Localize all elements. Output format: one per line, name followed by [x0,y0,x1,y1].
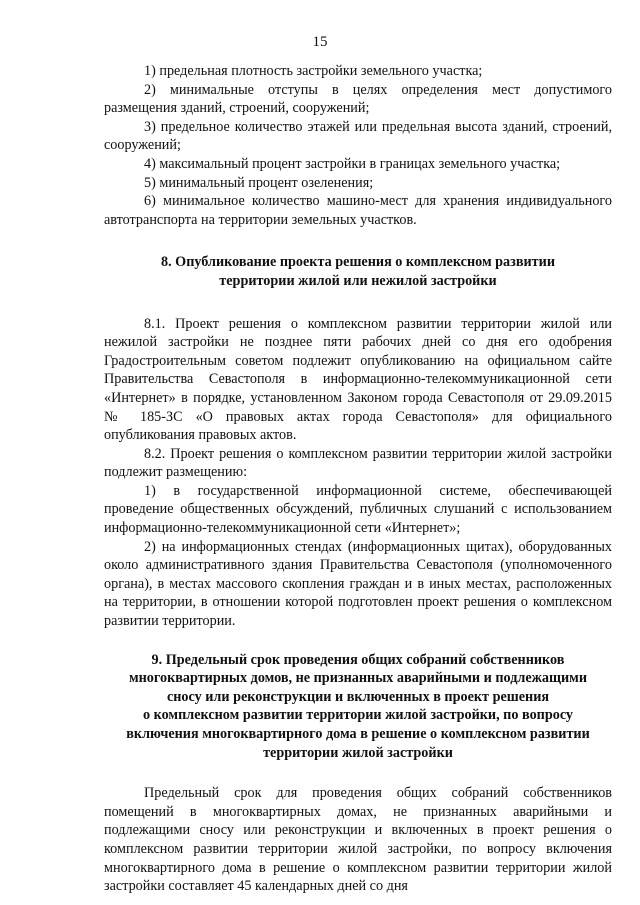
paragraph-8-2-item-1: 1) в государственной информационной системе, обеспечивающей проведение общественных обсуждений, публичных слушаний с использованием информационно-телекоммуникационной сети «Интернет»; [104,482,612,537]
section-9-heading [104,651,612,763]
paragraph-9: Предельный срок для проведения общих собраний собственников помещений в многоквартирных домах, не признанных аварийными и подлежащими сносу или реконструкции и включенных в проект решения о комплексном развитии территории жилой застройки, по вопросу включения многоквартирного дома в решение о комплексном развитии территории жилой застройки составляет 45 календарных дней со дня [104,785,612,895]
heading-line: территории жилой застройки [263,744,453,761]
page-number: 15 [312,34,328,50]
heading-line: 9. Предельный срок проведения общих собраний собственников [151,651,565,668]
section-8-heading: 8. Опубликование проекта решения о комплексном развитии территории жилой или нежилой застройки [160,254,555,289]
list-item: 1) предельная плотность застройки земельного участка; [144,63,483,79]
paragraph-8-2-item-2: 2) на информационных стендах (информационных щитах), оборудованных около административного здания Правительства Севастополя (уполномоченного органа), в местах массового скопления граждан и в иных местах, расположенных на территории, в отношении которой подготовлен проект решения о комплексном развитии территории. [104,538,612,630]
heading-line: включения многоквартирного дома в решение о комплексном развитии [126,726,590,742]
paragraph-8-2: 8.2. Проект решения о комплексном развитии территории жилой застройки подлежит размещению: [104,445,612,481]
list-item: 4) максимальный процент застройки в границах земельного участка; [144,155,561,172]
heading-line: многоквартирных домов, не признанных аварийными и подлежащими [128,670,588,687]
paragraph-8-1: 8.1. Проект решения о комплексном развитии территории жилой или нежилой застройки не позднее пяти рабочих дней со дня его одобрения Градостроительным советом подлежит опубликованию на официальном сайте Правительства Севастополя в информационно-телекоммуникационной сети «Интернет» в порядке, установленном Законом города Севастополя от 29.09.2015 № 185-ЗС «О правовых актах города Севастополя» для официального опубликования правовых актов. [104,315,612,444]
document-body [104,62,612,896]
list-item: 6) минимальное количество машино-мест для хранения индивидуального автотранспорта на территории земельных участков. [104,193,612,228]
list-item: 5) минимальный процент озеленения; [144,174,374,191]
heading-line: сносу или реконструкции и включенных в проект решения [166,688,550,705]
heading-line: о комплексном развитии территории жилой застройки, по вопросу [142,707,574,724]
list-item: 2) минимальные отступы в целях определения мест допустимого размещения зданий, строений, сооружений; [104,81,612,117]
list-item: 3) предельное количество этажей или предельная высота зданий, строений, сооружений; [104,118,612,154]
